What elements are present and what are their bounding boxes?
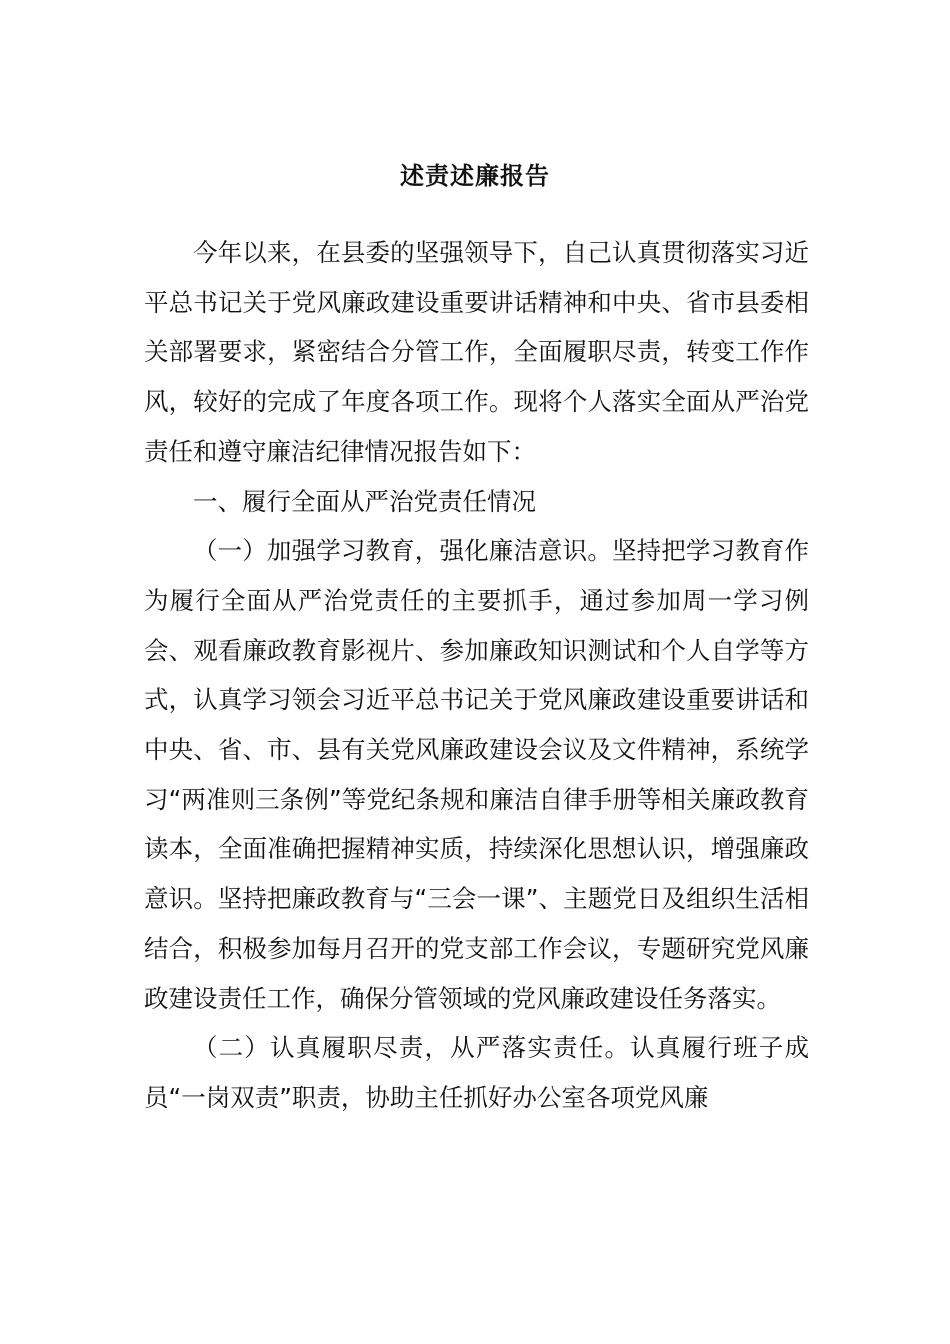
document-body — [144, 228, 809, 1123]
paragraph-duty-responsibility: （二）认真履职尽责，从严落实责任。认真履行班子成员“一岗双责”职责，协助主任抓好办公室各项党风廉 — [144, 1033, 809, 1112]
document-title: 述责述廉报告 — [400, 162, 550, 190]
paragraph-study-education: （一）加强学习教育，强化廉洁意识。坚持把学习教育作为履行全面从严治党责任的主要抓手，通过参加周一学习例会、观看廉政教育影视片、参加廉政知识测试和个人自学等方式，认真学习领会习近平总书记关于党风廉政建设重要讲话和中央、省、市、县有关党风廉政建设会议及文件精神，系统学习“两准则三条例”等党纪条规和廉洁自律手册等相关廉政教育读本，全面准确把握精神实质，持续深化思想认识，增强廉政意识。坚持把廉政教育与“三会一课”、主题党日及组织生活相结合，积极参加每月召开的党支部工作会议，专题研究党风廉政建设责任工作，确保分管领域的党风廉政建设任务落实。 — [144, 536, 809, 1013]
section-heading-1: 一、履行全面从严治党责任情况 — [193, 486, 536, 516]
paragraph-intro: 今年以来，在县委的坚强领导下，自己认真贯彻落实习近平总书记关于党风廉政建设重要讲话精神和中央、省市县委相关部署要求，紧密结合分管工作，全面履职尽责，转变工作作风，较好的完成了年度各项工作。现将个人落实全面从严治党责任和遵守廉洁纪律情况报告如下： — [144, 238, 809, 466]
